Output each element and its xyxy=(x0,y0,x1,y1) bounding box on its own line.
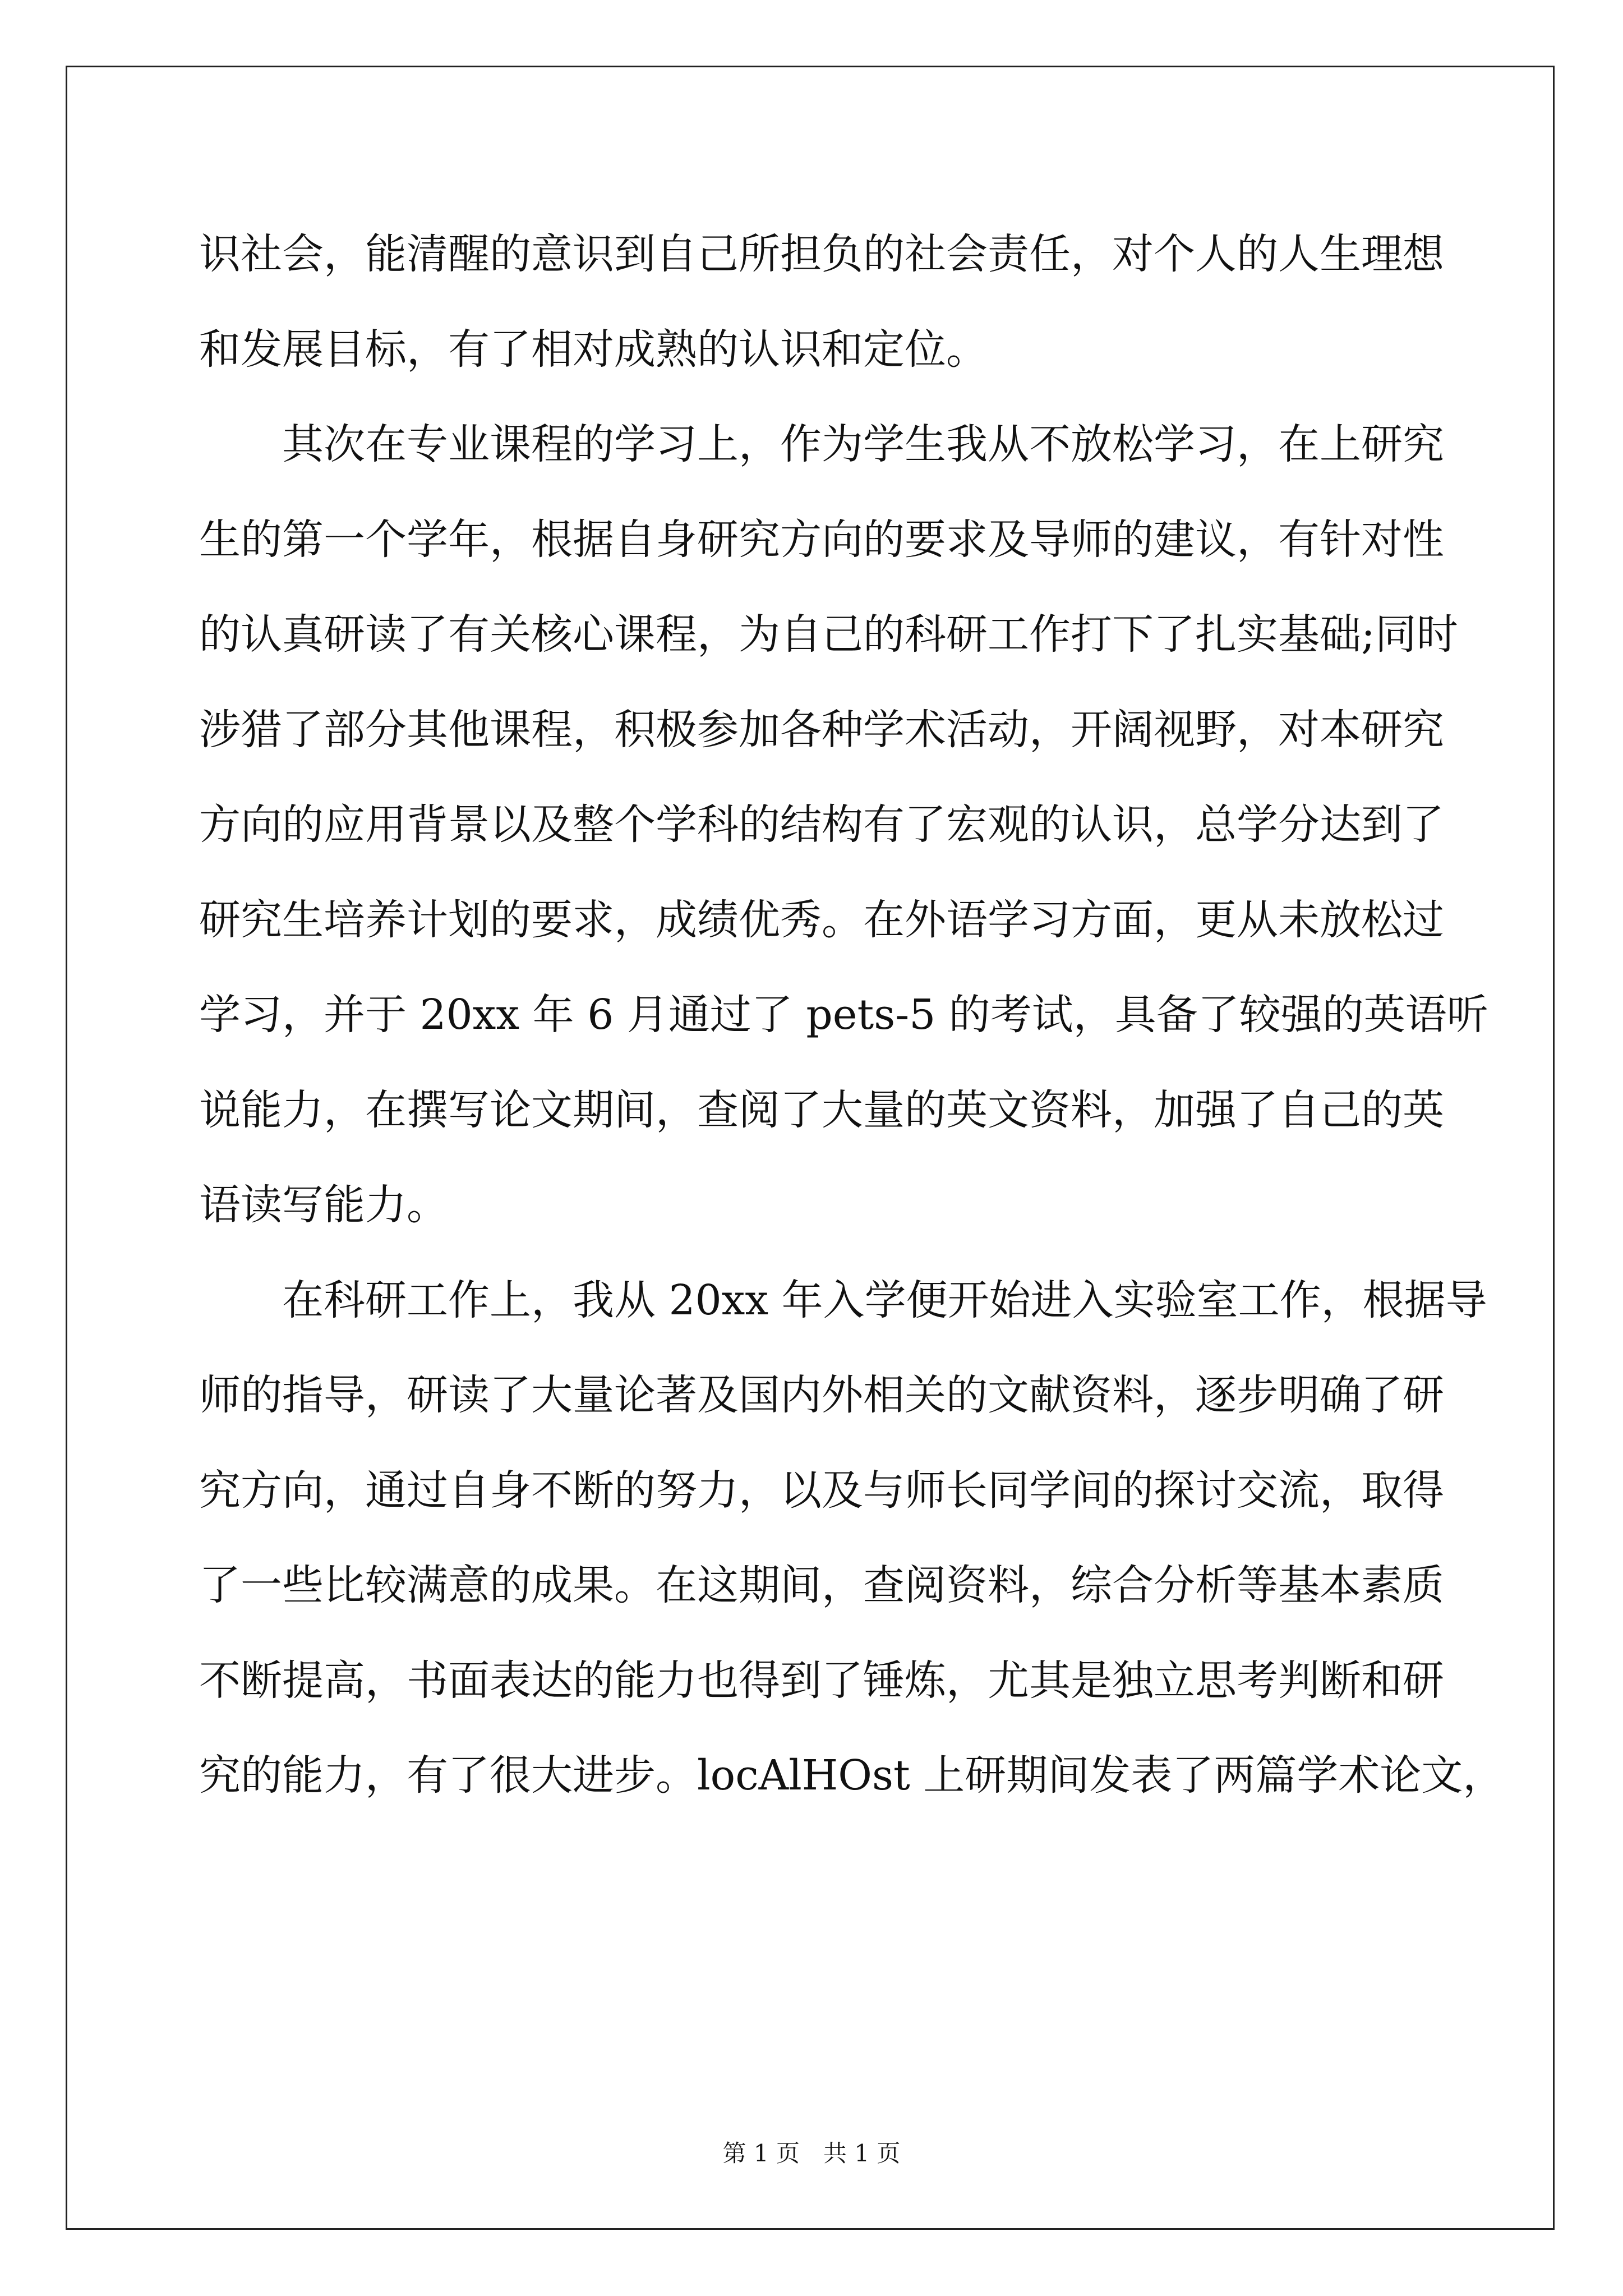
text-line: 识社会，能清醒的意识到自己所担负的社会责任，对个人的人生理想 xyxy=(199,230,1444,278)
text-line: 学习，并于 20xx 年 6 月通过了 pets-5 的考试，具备了较强的英语听 xyxy=(199,991,1488,1039)
text-line: 涉猎了部分其他课程，积极参加各种学术活动，开阔视野，对本研究 xyxy=(199,705,1444,754)
text-line: 不断提高，书面表达的能力也得到了锤炼，尤其是独立思考判断和研 xyxy=(199,1656,1444,1705)
text-line: 究的能力，有了很大进步。locAlHOst 上研期间发表了两篇学术论文， xyxy=(199,1751,1505,1800)
text-line: 研究生培养计划的要求，成绩优秀。在外语学习方面，更从未放松过 xyxy=(199,895,1444,944)
text-line: 在科研工作上，我从 20xx 年入学便开始进入实验室工作，根据导 xyxy=(199,1276,1487,1324)
text-line: 语读写能力。 xyxy=(199,1181,448,1229)
text-line: 师的指导，研读了大量论著及国内外相关的文献资料，逐步明确了研 xyxy=(199,1371,1444,1419)
text-line: 方向的应用背景以及整个学科的结构有了宏观的认识，总学分达到了 xyxy=(199,800,1444,849)
text-line: 了一些比较满意的成果。在这期间，查阅资料，综合分析等基本素质 xyxy=(199,1561,1444,1609)
text-line: 其次在专业课程的学习上，作为学生我从不放松学习，在上研究 xyxy=(199,420,1444,468)
page-number-footer: 第 1 页 共 1 页 xyxy=(722,2139,901,2167)
text-line: 生的第一个学年，根据自身研究方向的要求及导师的建议，有针对性 xyxy=(199,515,1444,564)
text-line: 和发展目标，有了相对成熟的认识和定位。 xyxy=(199,325,988,374)
text-line: 究方向，通过自身不断的努力，以及与师长同学间的探讨交流，取得 xyxy=(199,1466,1444,1515)
document-body xyxy=(199,207,1505,1824)
text-line: 的认真研读了有关核心课程，为自己的科研工作打下了扎实基础;同时 xyxy=(199,610,1458,659)
text-line: 说能力，在撰写论文期间，查阅了大量的英文资料，加强了自己的英 xyxy=(199,1085,1444,1134)
